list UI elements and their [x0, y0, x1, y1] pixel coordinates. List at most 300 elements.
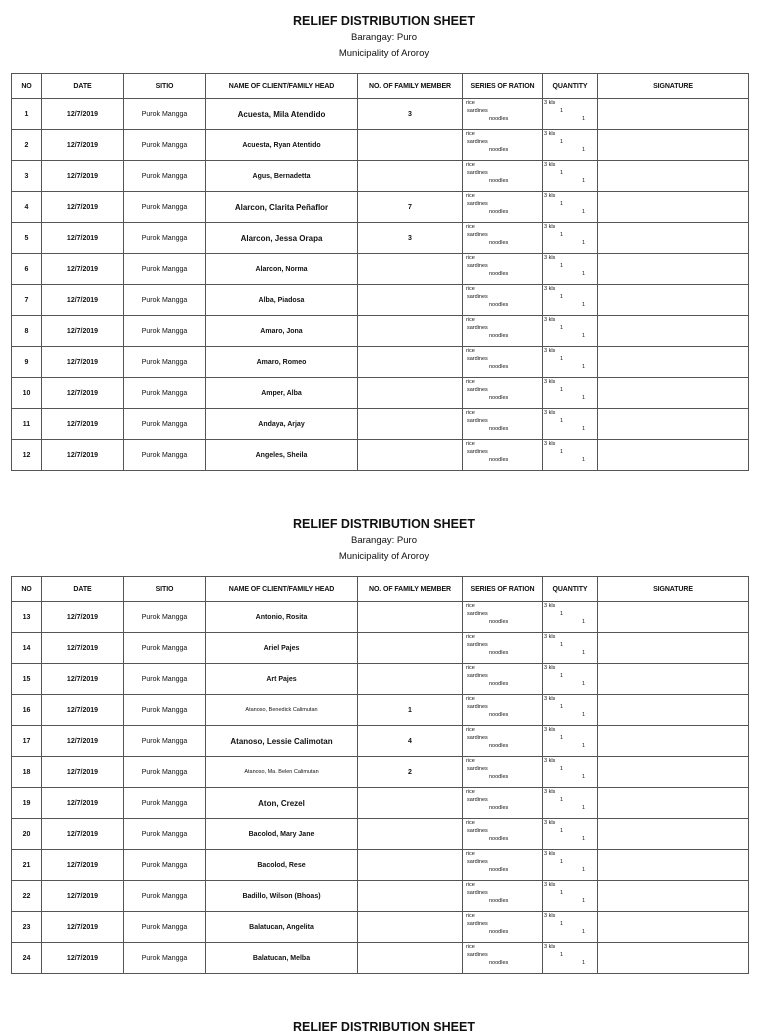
column-header-name: NAME OF CLIENT/FAMILY HEAD — [206, 74, 358, 99]
quantity-item: 1 — [560, 952, 564, 958]
quantity-item: 1 — [582, 960, 586, 966]
quantity-item: 3 kls — [544, 820, 556, 826]
row-quantity — [543, 788, 598, 819]
ration-item: noodles — [489, 426, 509, 432]
row-signature — [598, 757, 749, 788]
row-number: 8 — [12, 316, 42, 347]
row-signature — [598, 943, 749, 974]
row-date: 12/7/2019 — [42, 192, 124, 223]
row-client-name: Balatucan, Melba — [206, 943, 358, 974]
row-sitio: Purok Mangga — [124, 378, 206, 409]
table-row — [12, 943, 749, 974]
quantity-list — [543, 440, 597, 470]
ration-list — [463, 409, 542, 439]
table-row — [12, 788, 749, 819]
table-row — [12, 192, 749, 223]
quantity-item: 1 — [582, 712, 586, 718]
column-header-no: NO — [12, 74, 42, 99]
row-sitio: Purok Mangga — [124, 99, 206, 130]
table-row — [12, 316, 749, 347]
column-header-sitio: SITIO — [124, 577, 206, 602]
quantity-item: 3 kls — [544, 193, 556, 199]
row-date: 12/7/2019 — [42, 378, 124, 409]
row-quantity — [543, 602, 598, 633]
row-signature — [598, 130, 749, 161]
ration-item: noodles — [489, 147, 509, 153]
row-family-members — [358, 788, 463, 819]
quantity-item: 1 — [560, 735, 564, 741]
column-header-quantity: QUANTITY — [543, 577, 598, 602]
ration-item: noodles — [489, 395, 509, 401]
row-number: 20 — [12, 819, 42, 850]
ration-item: sardines — [467, 170, 488, 176]
quantity-list — [543, 316, 597, 346]
quantity-list — [543, 409, 597, 439]
row-quantity — [543, 850, 598, 881]
column-header-ration: SERIES OF RATION — [463, 577, 543, 602]
sheet-title: RELIEF DISTRIBUTION SHEET — [293, 14, 475, 28]
quantity-item: 3 kls — [544, 851, 556, 857]
quantity-item: 3 kls — [544, 913, 556, 919]
quantity-item: 3 kls — [544, 634, 556, 640]
quantity-item: 1 — [582, 271, 586, 277]
quantity-item: 1 — [582, 619, 586, 625]
table-row — [12, 602, 749, 633]
row-date: 12/7/2019 — [42, 695, 124, 726]
row-ration — [463, 161, 543, 192]
row-sitio: Purok Mangga — [124, 316, 206, 347]
row-client-name: Alarcon, Jessa Orapa — [206, 223, 358, 254]
quantity-item: 1 — [560, 611, 564, 617]
ration-item: noodles — [489, 650, 509, 656]
row-ration — [463, 850, 543, 881]
row-date: 12/7/2019 — [42, 440, 124, 471]
row-client-name: Atanoso, Benedick Calimutan — [206, 695, 358, 726]
quantity-item: 3 kls — [544, 162, 556, 168]
ration-item: sardines — [467, 673, 488, 679]
row-signature — [598, 223, 749, 254]
quantity-item: 3 kls — [544, 944, 556, 950]
row-client-name: Bacolod, Rese — [206, 850, 358, 881]
ration-list — [463, 664, 542, 694]
row-family-members — [358, 943, 463, 974]
row-client-name: Alba, Piadosa — [206, 285, 358, 316]
row-date: 12/7/2019 — [42, 254, 124, 285]
column-header-date: DATE — [42, 74, 124, 99]
ration-list — [463, 788, 542, 818]
row-ration — [463, 99, 543, 130]
row-family-members — [358, 602, 463, 633]
sheet-3-title-partial: RELIEF DISTRIBUTION SHEET — [293, 1020, 475, 1034]
barangay-label: Barangay: Puro — [350, 535, 417, 546]
quantity-item: 1 — [560, 921, 564, 927]
quantity-list — [543, 943, 597, 973]
ration-item: sardines — [467, 263, 488, 269]
quantity-item: 3 kls — [544, 100, 556, 106]
ration-item: rice — [466, 944, 475, 950]
ration-item: sardines — [467, 201, 488, 207]
table-row — [12, 440, 749, 471]
table-row — [12, 130, 749, 161]
quantity-item: 1 — [582, 302, 586, 308]
quantity-item: 3 kls — [544, 286, 556, 292]
row-sitio: Purok Mangga — [124, 223, 206, 254]
ration-list — [463, 161, 542, 191]
quantity-item: 1 — [560, 673, 564, 679]
quantity-list — [543, 726, 597, 756]
row-quantity — [543, 192, 598, 223]
quantity-item: 1 — [582, 240, 586, 246]
quantity-item: 1 — [560, 828, 564, 834]
row-ration — [463, 602, 543, 633]
row-ration — [463, 130, 543, 161]
ration-item: noodles — [489, 898, 509, 904]
ration-item: rice — [466, 131, 475, 137]
row-date: 12/7/2019 — [42, 943, 124, 974]
row-quantity — [543, 819, 598, 850]
column-header-signature: SIGNATURE — [598, 74, 749, 99]
sheet-header — [0, 12, 768, 62]
row-date: 12/7/2019 — [42, 788, 124, 819]
row-number: 3 — [12, 161, 42, 192]
row-ration — [463, 757, 543, 788]
quantity-item: 1 — [582, 805, 586, 811]
ration-item: sardines — [467, 294, 488, 300]
ration-item: noodles — [489, 805, 509, 811]
ration-item: sardines — [467, 952, 488, 958]
row-sitio: Purok Mangga — [124, 161, 206, 192]
row-ration — [463, 223, 543, 254]
quantity-list — [543, 378, 597, 408]
row-number: 17 — [12, 726, 42, 757]
table-row — [12, 819, 749, 850]
column-header-family: NO. OF FAMILY MEMBER — [358, 74, 463, 99]
row-ration — [463, 316, 543, 347]
table-row — [12, 99, 749, 130]
row-family-members: 2 — [358, 757, 463, 788]
row-ration — [463, 285, 543, 316]
row-date: 12/7/2019 — [42, 161, 124, 192]
row-family-members: 1 — [358, 695, 463, 726]
quantity-item: 3 kls — [544, 441, 556, 447]
row-family-members — [358, 819, 463, 850]
row-signature — [598, 881, 749, 912]
row-client-name: Acuesta, Mila Atendido — [206, 99, 358, 130]
distribution-table — [11, 576, 749, 974]
quantity-item: 3 kls — [544, 131, 556, 137]
quantity-item: 1 — [582, 147, 586, 153]
row-number: 23 — [12, 912, 42, 943]
row-sitio: Purok Mangga — [124, 440, 206, 471]
row-client-name: Acuesta, Ryan Atentido — [206, 130, 358, 161]
row-family-members — [358, 912, 463, 943]
row-number: 11 — [12, 409, 42, 440]
table-row — [12, 850, 749, 881]
ration-item: rice — [466, 379, 475, 385]
row-signature — [598, 161, 749, 192]
row-ration — [463, 664, 543, 695]
row-date: 12/7/2019 — [42, 409, 124, 440]
row-quantity — [543, 726, 598, 757]
row-sitio: Purok Mangga — [124, 788, 206, 819]
quantity-item: 1 — [560, 890, 564, 896]
row-date: 12/7/2019 — [42, 316, 124, 347]
row-family-members — [358, 316, 463, 347]
quantity-item: 3 kls — [544, 379, 556, 385]
sheet-2 — [0, 515, 768, 565]
row-number: 6 — [12, 254, 42, 285]
ration-item: rice — [466, 913, 475, 919]
quantity-list — [543, 881, 597, 911]
quantity-item: 1 — [560, 766, 564, 772]
header-row — [12, 74, 749, 99]
ration-item: sardines — [467, 766, 488, 772]
ration-item: noodles — [489, 364, 509, 370]
quantity-list — [543, 757, 597, 787]
quantity-item: 1 — [560, 387, 564, 393]
row-client-name: Alarcon, Norma — [206, 254, 358, 285]
row-number: 12 — [12, 440, 42, 471]
row-sitio: Purok Mangga — [124, 254, 206, 285]
table-row — [12, 726, 749, 757]
ration-item: rice — [466, 100, 475, 106]
column-header-name: NAME OF CLIENT/FAMILY HEAD — [206, 577, 358, 602]
row-client-name: Ariel Pajes — [206, 633, 358, 664]
ration-list — [463, 633, 542, 663]
ration-item: rice — [466, 348, 475, 354]
ration-list — [463, 695, 542, 725]
row-sitio: Purok Mangga — [124, 664, 206, 695]
row-date: 12/7/2019 — [42, 633, 124, 664]
ration-item: sardines — [467, 859, 488, 865]
row-family-members — [358, 409, 463, 440]
ration-item: sardines — [467, 890, 488, 896]
row-number: 2 — [12, 130, 42, 161]
ration-item: sardines — [467, 108, 488, 114]
row-number: 15 — [12, 664, 42, 695]
row-client-name: Alarcon, Clarita Peñaflor — [206, 192, 358, 223]
quantity-item: 1 — [560, 797, 564, 803]
ration-item: rice — [466, 634, 475, 640]
ration-item: sardines — [467, 387, 488, 393]
quantity-item: 1 — [582, 836, 586, 842]
row-number: 9 — [12, 347, 42, 378]
table-row — [12, 664, 749, 695]
row-signature — [598, 602, 749, 633]
quantity-item: 1 — [582, 898, 586, 904]
row-family-members — [358, 378, 463, 409]
row-date: 12/7/2019 — [42, 664, 124, 695]
row-date: 12/7/2019 — [42, 602, 124, 633]
table-row — [12, 254, 749, 285]
quantity-list — [543, 850, 597, 880]
quantity-item: 1 — [560, 356, 564, 362]
row-quantity — [543, 378, 598, 409]
row-quantity — [543, 223, 598, 254]
row-sitio: Purok Mangga — [124, 912, 206, 943]
row-signature — [598, 695, 749, 726]
row-family-members — [358, 850, 463, 881]
ration-list — [463, 347, 542, 377]
row-date: 12/7/2019 — [42, 726, 124, 757]
row-signature — [598, 316, 749, 347]
row-signature — [598, 99, 749, 130]
row-number: 18 — [12, 757, 42, 788]
ration-item: rice — [466, 603, 475, 609]
row-signature — [598, 192, 749, 223]
ration-item: rice — [466, 410, 475, 416]
row-quantity — [543, 285, 598, 316]
row-quantity — [543, 695, 598, 726]
row-sitio: Purok Mangga — [124, 695, 206, 726]
row-sitio: Purok Mangga — [124, 285, 206, 316]
sheet-1 — [0, 12, 768, 62]
row-sitio: Purok Mangga — [124, 757, 206, 788]
ration-item: sardines — [467, 921, 488, 927]
ration-item: noodles — [489, 178, 509, 184]
row-number: 21 — [12, 850, 42, 881]
row-family-members: 7 — [358, 192, 463, 223]
row-number: 16 — [12, 695, 42, 726]
quantity-item: 3 kls — [544, 224, 556, 230]
row-quantity — [543, 440, 598, 471]
ration-item: rice — [466, 193, 475, 199]
ration-list — [463, 819, 542, 849]
ration-item: noodles — [489, 209, 509, 215]
row-sitio: Purok Mangga — [124, 409, 206, 440]
row-quantity — [543, 664, 598, 695]
quantity-item: 1 — [582, 116, 586, 122]
row-signature — [598, 850, 749, 881]
quantity-list — [543, 664, 597, 694]
row-family-members — [358, 254, 463, 285]
ration-list — [463, 192, 542, 222]
row-client-name: Amaro, Jona — [206, 316, 358, 347]
quantity-item: 1 — [560, 232, 564, 238]
table-row — [12, 633, 749, 664]
row-family-members — [358, 130, 463, 161]
ration-item: sardines — [467, 325, 488, 331]
row-family-members — [358, 881, 463, 912]
row-quantity — [543, 161, 598, 192]
quantity-item: 1 — [582, 457, 586, 463]
ration-list — [463, 602, 542, 632]
ration-item: sardines — [467, 642, 488, 648]
row-ration — [463, 788, 543, 819]
quantity-list — [543, 192, 597, 222]
row-client-name: Amaro, Romeo — [206, 347, 358, 378]
ration-item: noodles — [489, 743, 509, 749]
table-row — [12, 695, 749, 726]
quantity-list — [543, 912, 597, 942]
row-ration — [463, 633, 543, 664]
sheet-title: RELIEF DISTRIBUTION SHEET — [293, 517, 475, 531]
ration-item: noodles — [489, 774, 509, 780]
quantity-item: 3 kls — [544, 758, 556, 764]
row-family-members — [358, 664, 463, 695]
ration-item: rice — [466, 820, 475, 826]
row-client-name: Atanoso, Ma. Belen Calimutan — [206, 757, 358, 788]
ration-item: sardines — [467, 449, 488, 455]
table-row — [12, 223, 749, 254]
quantity-list — [543, 602, 597, 632]
row-sitio: Purok Mangga — [124, 192, 206, 223]
row-client-name: Bacolod, Mary Jane — [206, 819, 358, 850]
row-number: 4 — [12, 192, 42, 223]
ration-item: sardines — [467, 704, 488, 710]
row-signature — [598, 378, 749, 409]
row-family-members — [358, 440, 463, 471]
ration-item: noodles — [489, 681, 509, 687]
quantity-item: 1 — [582, 743, 586, 749]
ration-item: rice — [466, 851, 475, 857]
row-sitio: Purok Mangga — [124, 347, 206, 378]
row-signature — [598, 347, 749, 378]
row-signature — [598, 440, 749, 471]
row-sitio: Purok Mangga — [124, 881, 206, 912]
row-sitio: Purok Mangga — [124, 943, 206, 974]
ration-item: rice — [466, 882, 475, 888]
quantity-item: 1 — [560, 263, 564, 269]
quantity-list — [543, 695, 597, 725]
quantity-list — [543, 819, 597, 849]
row-ration — [463, 192, 543, 223]
row-family-members: 4 — [358, 726, 463, 757]
row-signature — [598, 819, 749, 850]
ration-item: rice — [466, 286, 475, 292]
row-ration — [463, 819, 543, 850]
ration-item: sardines — [467, 611, 488, 617]
row-ration — [463, 254, 543, 285]
quantity-list — [543, 161, 597, 191]
row-date: 12/7/2019 — [42, 912, 124, 943]
ration-list — [463, 254, 542, 284]
ration-list — [463, 912, 542, 942]
row-date: 12/7/2019 — [42, 285, 124, 316]
row-date: 12/7/2019 — [42, 99, 124, 130]
row-signature — [598, 664, 749, 695]
row-client-name: Atanoso, Lessie Calimotan — [206, 726, 358, 757]
quantity-list — [543, 633, 597, 663]
row-date: 12/7/2019 — [42, 347, 124, 378]
distribution-table — [11, 73, 749, 471]
ration-item: noodles — [489, 929, 509, 935]
ration-list — [463, 943, 542, 973]
quantity-item: 3 kls — [544, 603, 556, 609]
quantity-item: 1 — [582, 209, 586, 215]
table-row — [12, 378, 749, 409]
table-row — [12, 409, 749, 440]
row-signature — [598, 633, 749, 664]
ration-item: rice — [466, 696, 475, 702]
row-number: 10 — [12, 378, 42, 409]
row-sitio: Purok Mangga — [124, 602, 206, 633]
quantity-item: 1 — [582, 364, 586, 370]
row-number: 24 — [12, 943, 42, 974]
ration-item: noodles — [489, 836, 509, 842]
quantity-item: 1 — [560, 325, 564, 331]
ration-item: rice — [466, 727, 475, 733]
quantity-item: 3 kls — [544, 348, 556, 354]
quantity-item: 1 — [560, 294, 564, 300]
ration-list — [463, 850, 542, 880]
table-row — [12, 881, 749, 912]
quantity-item: 3 kls — [544, 317, 556, 323]
quantity-item: 1 — [582, 426, 586, 432]
quantity-list — [543, 347, 597, 377]
quantity-item: 3 kls — [544, 410, 556, 416]
quantity-list — [543, 285, 597, 315]
